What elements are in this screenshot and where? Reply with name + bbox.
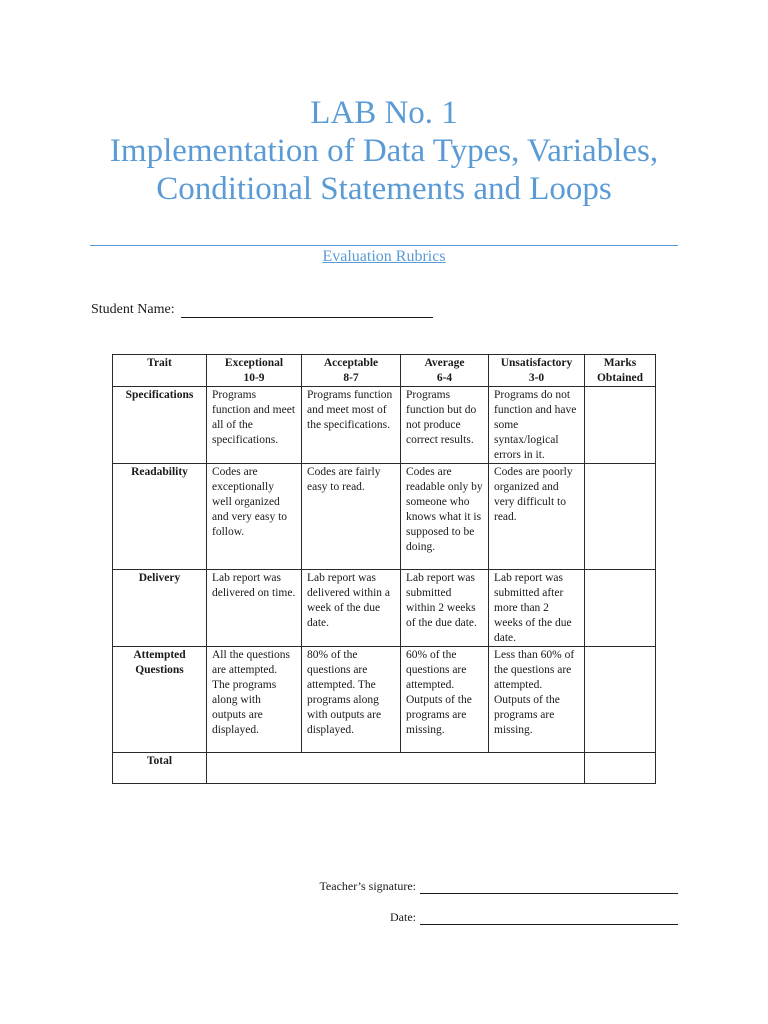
table-cell: Lab report was submitted after more than 2 weeks of the due date. — [489, 570, 585, 647]
lab-number: LAB No. 1 — [310, 95, 458, 131]
document-title — [0, 94, 768, 208]
trait-cell: Readability — [113, 464, 207, 570]
table-cell: Programs function but do not produce correct results. — [401, 387, 489, 464]
date-row — [0, 910, 678, 925]
table-cell: Codes are poorly organized and very difficult to read. — [489, 464, 585, 570]
table-cell: Less than 60% of the questions are attempted. Outputs of the programs are missing. — [489, 647, 585, 753]
table-cell: Lab report was delivered on time. — [207, 570, 302, 647]
table-row — [113, 570, 656, 647]
table-cell: Programs do not function and have some syntax/logical errors in it. — [489, 387, 585, 464]
header-average: Average 6-4 — [401, 355, 489, 387]
total-spacer — [207, 753, 585, 784]
table-header-row — [113, 355, 656, 387]
marks-cell[interactable] — [585, 387, 656, 464]
table-cell: 80% of the questions are attempted. The programs along with outputs are displayed. — [302, 647, 401, 753]
date-label: Date: — [390, 910, 416, 924]
header-trait: Trait — [113, 355, 207, 387]
header-acceptable: Acceptable 8-7 — [302, 355, 401, 387]
table-cell: Codes are exceptionally well organized and very easy to follow. — [207, 464, 302, 570]
marks-cell[interactable] — [585, 570, 656, 647]
signature-label: Teacher’s signature: — [319, 879, 416, 893]
total-label: Total — [113, 753, 207, 784]
student-name-row — [91, 302, 433, 318]
table-cell: 60% of the questions are attempted. Outputs of the programs are missing. — [401, 647, 489, 753]
trait-cell: Delivery — [113, 570, 207, 647]
trait-cell: Specifications — [113, 387, 207, 464]
teacher-signature-row — [0, 879, 678, 894]
rubric-table — [112, 354, 656, 784]
title-line-3: Conditional Statements and Loops — [156, 171, 612, 207]
marks-cell[interactable] — [585, 464, 656, 570]
table-cell: Lab report was delivered within a week of the due date. — [302, 570, 401, 647]
table-row — [113, 387, 656, 464]
table-cell: Programs function and meet most of the specifications. — [302, 387, 401, 464]
student-name-blank[interactable] — [181, 305, 433, 318]
table-cell: Codes are readable only by someone who knows what it is supposed to be doing. — [401, 464, 489, 570]
student-name-label: Student Name: — [91, 302, 175, 317]
header-marks-obtained: Marks Obtained — [585, 355, 656, 387]
header-unsatisfactory: Unsatisfactory 3-0 — [489, 355, 585, 387]
table-cell: Lab report was submitted within 2 weeks of the due date. — [401, 570, 489, 647]
section-subtitle: Evaluation Rubrics — [322, 248, 446, 265]
date-blank[interactable] — [420, 912, 678, 925]
table-cell: Programs function and meet all of the specifications. — [207, 387, 302, 464]
table-row — [113, 464, 656, 570]
signature-blank[interactable] — [420, 881, 678, 894]
title-line-2: Implementation of Data Types, Variables, — [109, 133, 659, 169]
total-row — [113, 753, 656, 784]
marks-cell[interactable] — [585, 647, 656, 753]
total-marks-cell[interactable] — [585, 753, 656, 784]
table-cell: Codes are fairly easy to read. — [302, 464, 401, 570]
header-exceptional: Exceptional 10-9 — [207, 355, 302, 387]
table-row — [113, 647, 656, 753]
title-divider — [90, 245, 678, 246]
table-cell: All the questions are attempted. The programs along with outputs are displayed. — [207, 647, 302, 753]
trait-cell: Attempted Questions — [113, 647, 207, 753]
